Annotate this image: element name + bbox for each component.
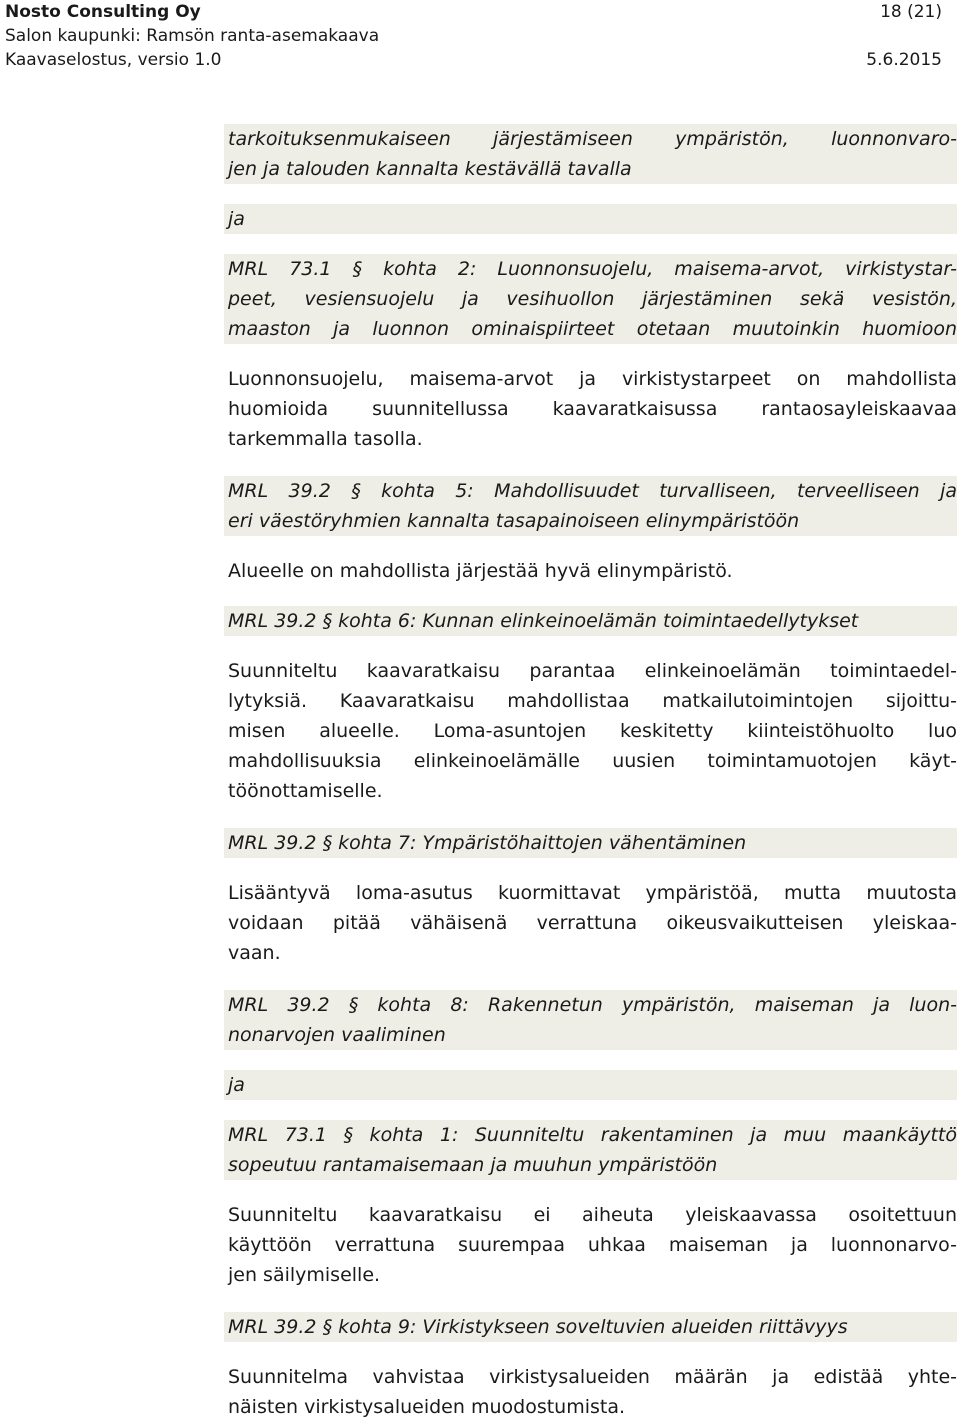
page-number: 18 (21)	[880, 2, 942, 22]
criterion-block-mrl-39-2-k7	[224, 828, 957, 858]
criterion-line: tarkoituksenmukaiseen järjestämiseen ympäristön, luonnonvaro-	[228, 128, 957, 150]
answer-line: Suunniteltu kaavaratkaisu ei aiheuta yleiskaavassa osoitettuun	[228, 1204, 957, 1226]
answer-line: lytyksiä. Kaavaratkaisu mahdollistaa matkailutoimintojen sijoittu-	[228, 690, 957, 712]
answer-block-answer-4	[224, 878, 957, 968]
answer-line: vaan.	[228, 942, 281, 964]
answer-line: Luonnonsuojelu, maisema-arvot ja virkistystarpeet on mahdollista	[228, 368, 957, 390]
company-name: Nosto Consulting Oy	[5, 2, 201, 22]
answer-block-answer-2	[224, 556, 957, 586]
document-version: Kaavaselostus, versio 1.0	[5, 50, 222, 70]
criterion-block-criteria-intro	[224, 124, 957, 184]
answer-line: tarkemmalla tasolla.	[228, 428, 423, 450]
answer-line: misen alueelle. Loma-asuntojen keskitetty kiinteistöhuolto luo	[228, 720, 957, 742]
document-date: 5.6.2015	[866, 50, 942, 70]
answer-line: voidaan pitää vähäisenä verrattuna oikeusvaikutteisen yleiskaa-	[228, 912, 957, 934]
answer-line: Alueelle on mahdollista järjestää hyvä elinympäristö.	[228, 560, 733, 582]
criterion-line: maaston ja luonnon ominaispiirteet otetaan muutoinkin huomioon	[228, 318, 957, 340]
answer-line: huomioida suunnitellussa kaavaratkaisussa rantaosayleiskaavaa	[228, 398, 957, 420]
criterion-line: peet, vesiensuojelu ja vesihuollon järjestäminen sekä vesistön,	[228, 288, 957, 310]
project-title: Salon kaupunki: Ramsön ranta-asemakaava	[5, 26, 380, 46]
page-header-left	[5, 0, 379, 72]
page-header-right	[866, 0, 942, 72]
criterion-line: ja	[228, 1074, 245, 1096]
criterion-line: ja	[228, 208, 245, 230]
criterion-line: jen ja talouden kannalta kestävällä tavalla	[228, 158, 632, 180]
criterion-line: MRL 39.2 § kohta 5: Mahdollisuudet turvalliseen, terveelliseen ja	[228, 480, 957, 502]
answer-block-answer-3	[224, 656, 957, 806]
answer-line: töönottamiselle.	[228, 780, 383, 802]
answer-block-answer-1	[224, 364, 957, 454]
answer-line: jen säilymiselle.	[228, 1264, 381, 1286]
criterion-line: MRL 73.1 § kohta 1: Suunniteltu rakentaminen ja muu maankäyttö	[228, 1124, 957, 1146]
criterion-line: MRL 39.2 § kohta 9: Virkistykseen soveltuvien alueiden riittävyys	[228, 1316, 848, 1338]
criterion-block-conj-2	[224, 1070, 957, 1100]
criterion-line: nonarvojen vaaliminen	[228, 1024, 446, 1046]
answer-block-answer-6	[224, 1362, 957, 1422]
criterion-block-mrl-39-2-k6	[224, 606, 957, 636]
criterion-block-mrl-39-2-k9	[224, 1312, 957, 1342]
answer-line: näisten virkistysalueiden muodostumista.	[228, 1396, 626, 1418]
answer-line: Lisääntyvä loma-asutus kuormittavat ympäristöä, mutta muutosta	[228, 882, 957, 904]
answer-line: käyttöön verrattuna suurempaa uhkaa maiseman ja luonnonarvo-	[228, 1234, 957, 1256]
criterion-line: eri väestöryhmien kannalta tasapainoiseen elinympäristöön	[228, 510, 800, 532]
answer-line: Suunniteltu kaavaratkaisu parantaa elinkeinoelämän toimintaedel-	[228, 660, 957, 682]
criterion-block-mrl-73-1-k2	[224, 254, 957, 344]
criterion-line: sopeutuu rantamaisemaan ja muuhun ympäristöön	[228, 1154, 718, 1176]
answer-line: mahdollisuuksia elinkeinoelämälle uusien toimintamuotojen käyt-	[228, 750, 957, 772]
criterion-block-mrl-39-2-k5	[224, 476, 957, 536]
criterion-line: MRL 39.2 § kohta 8: Rakennetun ympäristön, maiseman ja luon-	[228, 994, 957, 1016]
criterion-line: MRL 39.2 § kohta 6: Kunnan elinkeinoelämän toimintaedellytykset	[228, 610, 859, 632]
criterion-block-conj-1	[224, 204, 957, 234]
criterion-line: MRL 73.1 § kohta 2: Luonnonsuojelu, maisema-arvot, virkistystar-	[228, 258, 957, 280]
answer-line: Suunnitelma vahvistaa virkistysalueiden määrän ja edistää yhte-	[228, 1366, 957, 1388]
criterion-block-mrl-73-1-k1	[224, 1120, 957, 1180]
answer-block-answer-5	[224, 1200, 957, 1290]
criterion-line: MRL 39.2 § kohta 7: Ympäristöhaittojen vähentäminen	[228, 832, 747, 854]
criterion-block-mrl-39-2-k8	[224, 990, 957, 1050]
